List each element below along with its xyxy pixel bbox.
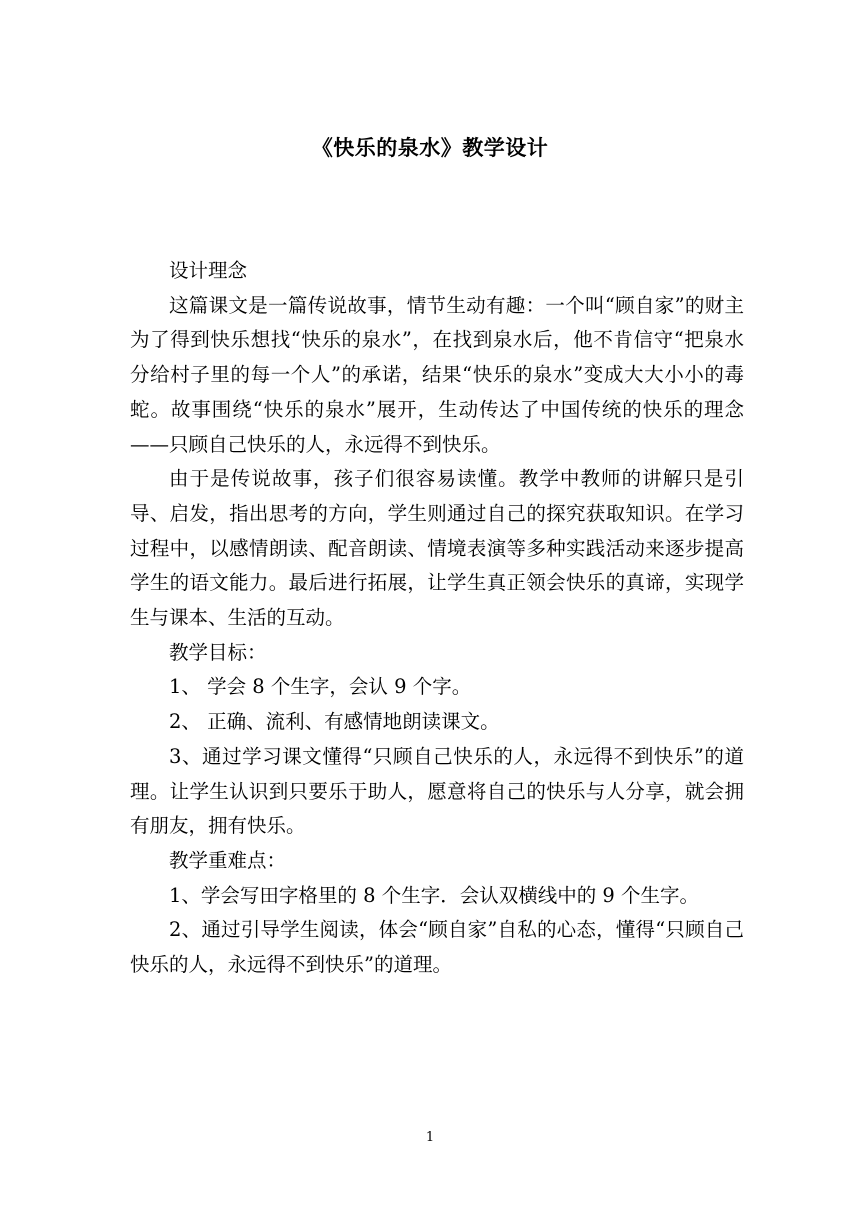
difficulty-item-2: 2、通过引导学生阅读，体会“顾自家”自私的心态，懂得“只顾自己快乐的人，永远得不到快乐”的道理。 xyxy=(130,918,744,977)
document-body xyxy=(130,254,744,983)
goal-item-1: 1、 学会 8 个生字，会认 9 个字。 xyxy=(169,675,472,699)
difficulty-item-1: 1、学会写田字格里的 8 个生字．会认双横线中的 9 个生字。 xyxy=(169,883,700,907)
heading-key-difficulties: 教学重难点： xyxy=(169,848,287,872)
goal-item-3: 3、通过学习课文懂得“只顾自己快乐的人，永远得不到快乐”的道理。让学生认识到只要乐于助人，愿意将自己的快乐与人分享，就会拥有朋友，拥有快乐。 xyxy=(130,744,744,838)
page-number: 1 xyxy=(425,1130,435,1145)
paragraph-story-summary: 这篇课文是一篇传说故事，情节生动有趣：一个叫“顾自家”的财主为了得到快乐想找“快乐的泉水”，在找到泉水后，他不肯信守“把泉水分给村子里的每一个人”的承诺，结果“快乐的泉水”变成大大小小的毒蛇。故事围绕“快乐的泉水”展开，生动传达了中国传统的快乐的理念——只顾自己快乐的人，永远得不到快乐。 xyxy=(130,293,744,456)
document-title: 《快乐的泉水》教学设计 xyxy=(311,135,549,160)
paragraph-teaching-approach: 由于是传说故事，孩子们很容易读懂。教学中教师的讲解只是引导、启发，指出思考的方向，学生则通过自己的探究获取知识。在学习过程中，以感情朗读、配音朗读、情境表演等多种实践活动来逐步提高学生的语文能力。最后进行拓展，让学生真正领会快乐的真谛，实现学生与课本、生活的互动。 xyxy=(130,467,744,630)
heading-design-concept: 设计理念 xyxy=(169,259,248,282)
heading-teaching-goals: 教学目标： xyxy=(169,640,267,664)
goal-item-2: 2、 正确、流利、有感情地朗读课文。 xyxy=(169,710,500,734)
